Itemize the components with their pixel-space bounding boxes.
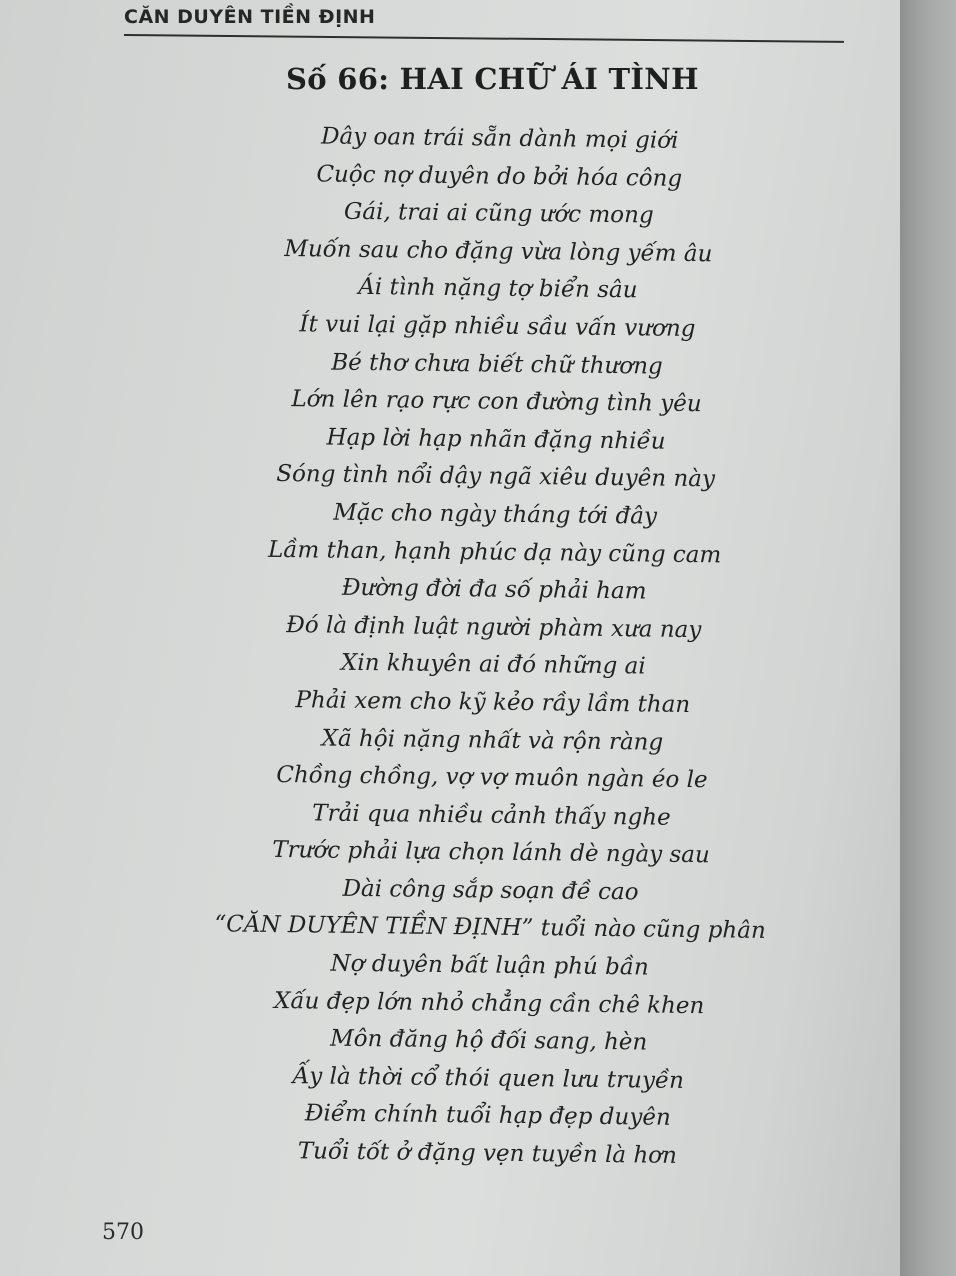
poem-line: Bé thơ chưa biết chữ thương bbox=[331, 349, 663, 380]
poem-line: Hạp lời hạp nhãn đặng nhiều bbox=[326, 424, 666, 455]
poem-line: Đường đời đa số phải ham bbox=[341, 574, 647, 605]
poem-line: Gái, trai ai cũng ước mong bbox=[343, 198, 654, 229]
page-number: 570 bbox=[102, 1220, 144, 1245]
poem-line: Phải xem cho kỹ kẻo rầy lầm than bbox=[295, 687, 691, 718]
poem-line: Môn đăng hộ đối sang, hèn bbox=[330, 1025, 648, 1056]
poem-line: Xấu đẹp lớn nhỏ chẳng cần chê khen bbox=[273, 987, 705, 1019]
poem-line: Cuộc nợ duyên do bởi hóa công bbox=[316, 160, 683, 192]
poem-line: Đó là định luật người phàm xưa nay bbox=[286, 611, 702, 643]
poem-line: Điểm chính tuổi hạp đẹp duyên bbox=[304, 1100, 671, 1132]
poem-body bbox=[107, 116, 880, 1178]
poem-line: Nợ duyên bất luận phú bần bbox=[330, 950, 649, 981]
poem-line: Trước phải lựa chọn lánh dè ngày sau bbox=[272, 837, 710, 869]
page-edge-shadow bbox=[900, 0, 956, 1276]
poem-line: Tuổi tốt ở đặng vẹn tuyền là hơn bbox=[297, 1138, 678, 1169]
poem-title: Số 66: HAI CHỮ ÁI TÌNH bbox=[286, 62, 699, 96]
poem-line: Lầm than, hạnh phúc dạ này cũng cam bbox=[267, 536, 722, 568]
poem-line: Mặc cho ngày tháng tới đây bbox=[333, 499, 658, 530]
poem-line: “CĂN DUYÊN TIỀN ĐỊNH” tuổi nào cũng phân bbox=[214, 911, 766, 945]
poem-line: Chồng chồng, vợ vợ muôn ngàn éo le bbox=[276, 762, 708, 794]
poem-line: Ấy là thời cổ thói quen lưu truyền bbox=[292, 1063, 685, 1094]
poem-line: Ít vui lại gặp nhiều sầu vấn vương bbox=[299, 311, 696, 343]
poem-line: Xin khuyên ai đó những ai bbox=[340, 650, 646, 680]
poem-line: Muốn sau cho đặng vừa lòng yếm âu bbox=[284, 235, 713, 268]
header-rule bbox=[124, 34, 844, 43]
poem-line: Sóng tình nổi dậy ngã xiêu duyên này bbox=[276, 461, 716, 493]
poem-line: Lớn lên rạo rực con đường tình yêu bbox=[291, 386, 702, 418]
poem-line: Trải qua nhiều cảnh thấy nghe bbox=[312, 800, 671, 831]
poem-line: Xã hội nặng nhất và rộn ràng bbox=[321, 725, 664, 756]
poem-line: Dài công sắp soạn đề cao bbox=[342, 875, 639, 906]
poem-line: Dây oan trái sẵn dành mọi giới bbox=[320, 123, 679, 154]
poem-line: Ái tình nặng tợ biển sâu bbox=[358, 274, 638, 304]
running-head: CĂN DUYÊN TIỀN ĐỊNH bbox=[124, 6, 376, 28]
